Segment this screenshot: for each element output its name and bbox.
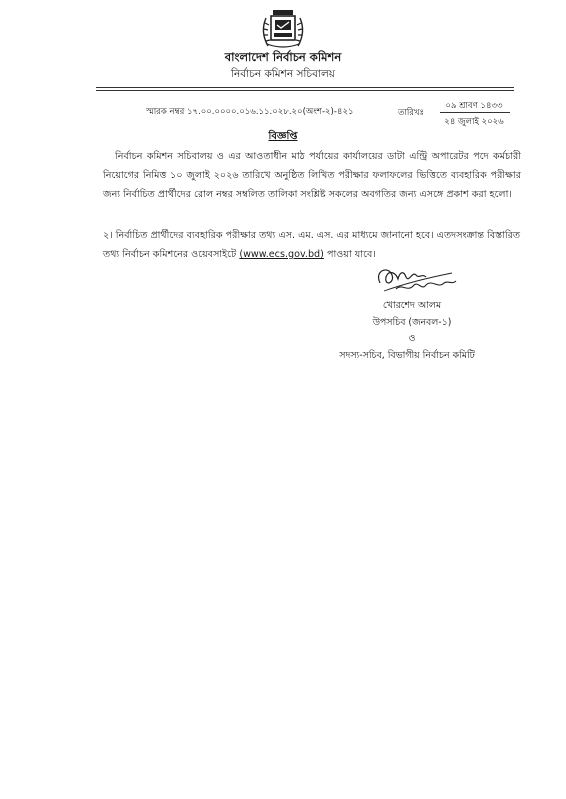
notice-paragraph-2 xyxy=(103,226,521,264)
paragraph-1-text: নির্বাচন কমিশন সচিবালয় ও এর আওতাধীন মাঠ পর্যায়ের কার্যালয়ের ডাটা এন্ট্রি অপারেটর পদে কর্মচারী নিয়োগের নিমিত্ত ১০ জুলাই ২০২৬ তারিখে অনুষ্ঠিত লিখিত পরীক্ষার ফলাফলের ভিত্তিতে ব্যবহারিক পরীক্ষার জন্য নির্বাচিত প্রার্থীদের রোল নম্বর সম্বলিত তালিকা সংশ্লিষ্ট সকলের অবগতির জন্য এসঙ্গে প্রকাশ করা হলো। xyxy=(103,151,521,200)
header-divider xyxy=(96,87,514,88)
notice-title: বিজ্ঞপ্তি xyxy=(268,131,298,142)
signatory-designation: উপসচিব (জনবল-১) xyxy=(372,317,452,328)
memo-reference: স্মারক নম্বর ১৭.০০.০০০০.০১৬.১১.০২৮.২০(অংশ-২)-৪২১ xyxy=(146,107,354,117)
notice-paragraph-1 xyxy=(103,147,521,204)
header-divider xyxy=(96,90,514,91)
organization-name: বাংলাদেশ নির্বাচন কমিশন xyxy=(224,50,342,64)
handwritten-signature xyxy=(372,263,467,295)
date-divider xyxy=(440,112,510,113)
date-bangla: ০৯ শ্রাবণ ১৪৩৩ xyxy=(445,101,503,111)
date-label: তারিখঃ xyxy=(398,108,425,118)
website-link[interactable]: (www.ecs.gov.bd) xyxy=(239,249,324,260)
paragraph-2-end: পাওয়া যাবে। xyxy=(326,249,376,260)
organization-subtitle: নির্বাচন কমিশন সচিবালয় xyxy=(231,68,335,80)
date-gregorian: ২৪ জুলাই ২০২৬ xyxy=(444,117,504,127)
election-commission-emblem-icon xyxy=(258,6,308,50)
paragraph-2-text: ২। নির্বাচিত প্রার্থীদের ব্যবহারিক পরীক্ষার তথ্য এস. এম. এস. এর মাধ্যমে জানানো হবে। এতদসংক্রান্ত বিস্তারিত তথ্য নির্বাচন কমিশনের ওয়েবসাইটে xyxy=(103,230,521,260)
signatory-role: সদস্য-সচিব, বিভাগীয় নির্বাচন কমিটি xyxy=(339,350,475,361)
signatory-name: খোরশেদ আলম xyxy=(382,300,442,311)
signatory-conjunction: ও xyxy=(408,333,416,344)
